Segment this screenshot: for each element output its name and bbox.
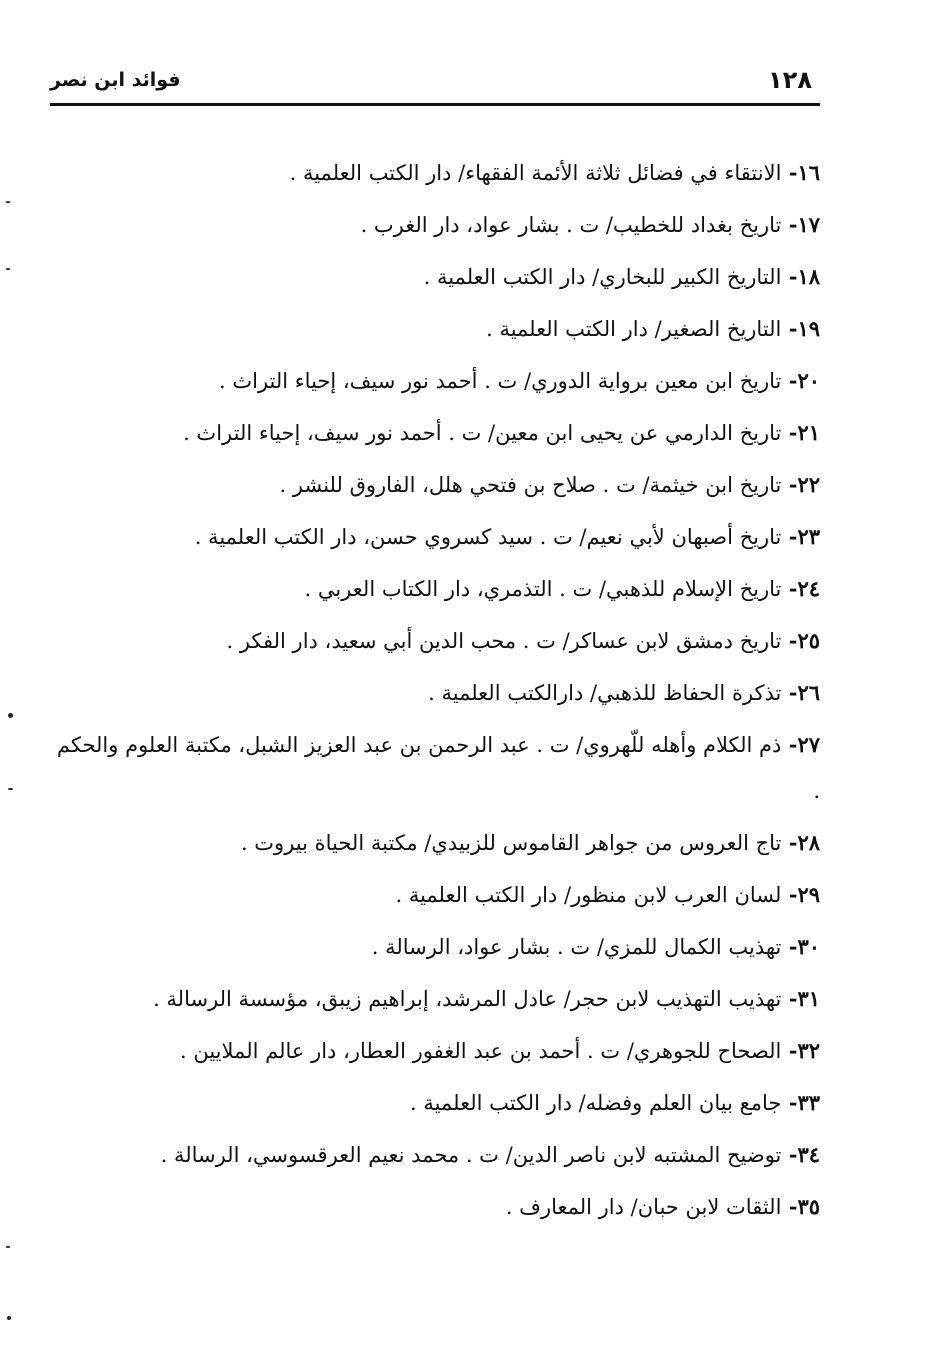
entry-number: ١٧	[797, 212, 820, 237]
entry-text: تاريخ دمشق لابن عساكر/ ت . محب الدين أبي سعيد، دار الفكر .	[226, 629, 782, 653]
entry-text: تاريخ ابن معين برواية الدوري/ ت . أحمد نور سيف، إحياء التراث .	[219, 369, 782, 393]
scan-speck	[6, 201, 10, 203]
entry-number: ٢٠	[797, 368, 820, 393]
running-header	[50, 62, 820, 98]
entry-text: التاريخ الصغير/ دار الكتب العلمية .	[486, 317, 782, 341]
list-item: ١٩- التاريخ الصغير/ دار الكتب العلمية .	[486, 316, 820, 341]
list-item: ٣٤- توضيح المشتبه لابن ناصر الدين/ ت . محمد نعيم العرقسوسي، الرسالة .	[160, 1142, 820, 1167]
entry-number: ٣٤	[797, 1142, 820, 1167]
entry-text: تاج العروس من جواهر القاموس للزبيدي/ مكتبة الحياة بيروت .	[240, 831, 782, 855]
scan-speck	[8, 788, 13, 790]
entry-number: ٣١	[797, 986, 820, 1011]
entry-text: تاريخ الإسلام للذهبي/ ت . التذمري، دار الكتاب العربي .	[304, 577, 782, 601]
entry-text: تاريخ ابن خيثمة/ ت . صلاح بن فتحي هلل، الفاروق للنشر .	[279, 473, 782, 497]
list-item: ١٦- الانتقاء في فضائل ثلاثة الأئمة الفقهاء/ دار الكتب العلمية .	[289, 160, 820, 185]
entry-number: ٢٧	[797, 732, 820, 757]
scan-speck	[6, 268, 10, 270]
entry-text: لسان العرب لابن منظور/ دار الكتب العلمية .	[395, 883, 782, 907]
entry-number: ٢٦	[797, 680, 820, 705]
entry-number: ٢٨	[797, 830, 820, 855]
entry-text: ذم الكلام وأهله للّهروي/ ت . عبد الرحمن بن عبد العزيز الشبل، مكتبة العلوم والحكم .	[56, 733, 820, 803]
entry-text: توضيح المشتبه لابن ناصر الدين/ ت . محمد نعيم العرقسوسي، الرسالة .	[160, 1143, 782, 1167]
scan-speck	[8, 713, 13, 718]
list-item: ٢٧- ذم الكلام وأهله للّهروي/ ت . عبد الرحمن بن عبد العزيز الشبل، مكتبة العلوم والحكم .	[56, 732, 820, 803]
list-item: ٣٠- تهذيب الكمال للمزي/ ت . بشار عواد، الرسالة .	[371, 934, 820, 959]
header-rule	[50, 103, 820, 106]
entry-text: تهذيب الكمال للمزي/ ت . بشار عواد، الرسالة .	[371, 935, 782, 959]
list-item: ٢٢- تاريخ ابن خيثمة/ ت . صلاح بن فتحي هلل، الفاروق للنشر .	[279, 472, 820, 497]
page-number: ١٢٨	[768, 66, 812, 94]
entry-number: ٣٢	[797, 1038, 820, 1063]
list-item: ٢٠- تاريخ ابن معين برواية الدوري/ ت . أحمد نور سيف، إحياء التراث .	[219, 368, 820, 393]
entry-text: تاريخ بغداد للخطيب/ ت . بشار عواد، دار الغرب .	[360, 213, 782, 237]
entry-text: الصحاح للجوهري/ ت . أحمد بن عبد الغفور العطار، دار عالم الملايين .	[180, 1039, 782, 1063]
entry-text: التاريخ الكبير للبخاري/ دار الكتب العلمية .	[423, 265, 782, 289]
entry-text: تذكرة الحفاظ للذهبي/ دارالكتب العلمية .	[428, 681, 782, 705]
list-item: ٢٨- تاج العروس من جواهر القاموس للزبيدي/ مكتبة الحياة بيروت .	[240, 830, 820, 855]
list-item: ٢١- تاريخ الدارمي عن يحيى ابن معين/ ت . أحمد نور سيف، إحياء التراث .	[183, 420, 820, 445]
entry-text: تاريخ الدارمي عن يحيى ابن معين/ ت . أحمد نور سيف، إحياء التراث .	[183, 421, 782, 445]
entry-number: ١٨	[797, 264, 820, 289]
entry-number: ٢١	[797, 420, 820, 445]
bibliography-list	[55, 147, 820, 1233]
entry-number: ١٦	[797, 160, 820, 185]
entry-number: ٢٢	[797, 472, 820, 497]
book-title: فوائد ابن نصر	[50, 69, 181, 91]
list-item: ٣١- تهذيب التهذيب لابن حجر/ عادل المرشد، إبراهيم زيبق، مؤسسة الرسالة .	[153, 986, 820, 1011]
entry-number: ٢٥	[797, 628, 820, 653]
entry-text: الثقات لابن حبان/ دار المعارف .	[505, 1195, 782, 1219]
entry-number: ١٩	[797, 316, 820, 341]
entry-text: تهذيب التهذيب لابن حجر/ عادل المرشد، إبراهيم زيبق، مؤسسة الرسالة .	[153, 987, 782, 1011]
list-item: ١٧- تاريخ بغداد للخطيب/ ت . بشار عواد، دار الغرب .	[360, 212, 820, 237]
list-item: ٢٤- تاريخ الإسلام للذهبي/ ت . التذمري، دار الكتاب العربي .	[304, 576, 820, 601]
list-item: ٢٩- لسان العرب لابن منظور/ دار الكتب العلمية .	[395, 882, 820, 907]
list-item: ٢٣- تاريخ أصبهان لأبي نعيم/ ت . سيد كسروي حسن، دار الكتب العلمية .	[194, 524, 820, 549]
list-item: ٣٣- جامع بيان العلم وفضله/ دار الكتب العلمية .	[410, 1090, 820, 1115]
entry-number: ٣٣	[797, 1090, 820, 1115]
list-item: ٣٥- الثقات لابن حبان/ دار المعارف .	[505, 1194, 820, 1219]
list-item: ١٨- التاريخ الكبير للبخاري/ دار الكتب العلمية .	[423, 264, 820, 289]
list-item: ٢٥- تاريخ دمشق لابن عساكر/ ت . محب الدين أبي سعيد، دار الفكر .	[226, 628, 820, 653]
entry-number: ٢٩	[797, 882, 820, 907]
scan-speck	[6, 1246, 10, 1248]
entry-number: ٣٠	[797, 934, 820, 959]
entry-number: ٢٤	[797, 576, 820, 601]
entry-number: ٢٣	[797, 524, 820, 549]
entry-text: تاريخ أصبهان لأبي نعيم/ ت . سيد كسروي حسن، دار الكتب العلمية .	[194, 525, 782, 549]
scan-speck	[7, 1316, 11, 1320]
entry-number: ٣٥	[797, 1194, 820, 1219]
entry-text: جامع بيان العلم وفضله/ دار الكتب العلمية .	[410, 1091, 782, 1115]
list-item: ٣٢- الصحاح للجوهري/ ت . أحمد بن عبد الغفور العطار، دار عالم الملايين .	[180, 1038, 820, 1063]
list-item: ٢٦- تذكرة الحفاظ للذهبي/ دارالكتب العلمية .	[428, 680, 820, 705]
entry-text: الانتقاء في فضائل ثلاثة الأئمة الفقهاء/ دار الكتب العلمية .	[289, 161, 782, 185]
